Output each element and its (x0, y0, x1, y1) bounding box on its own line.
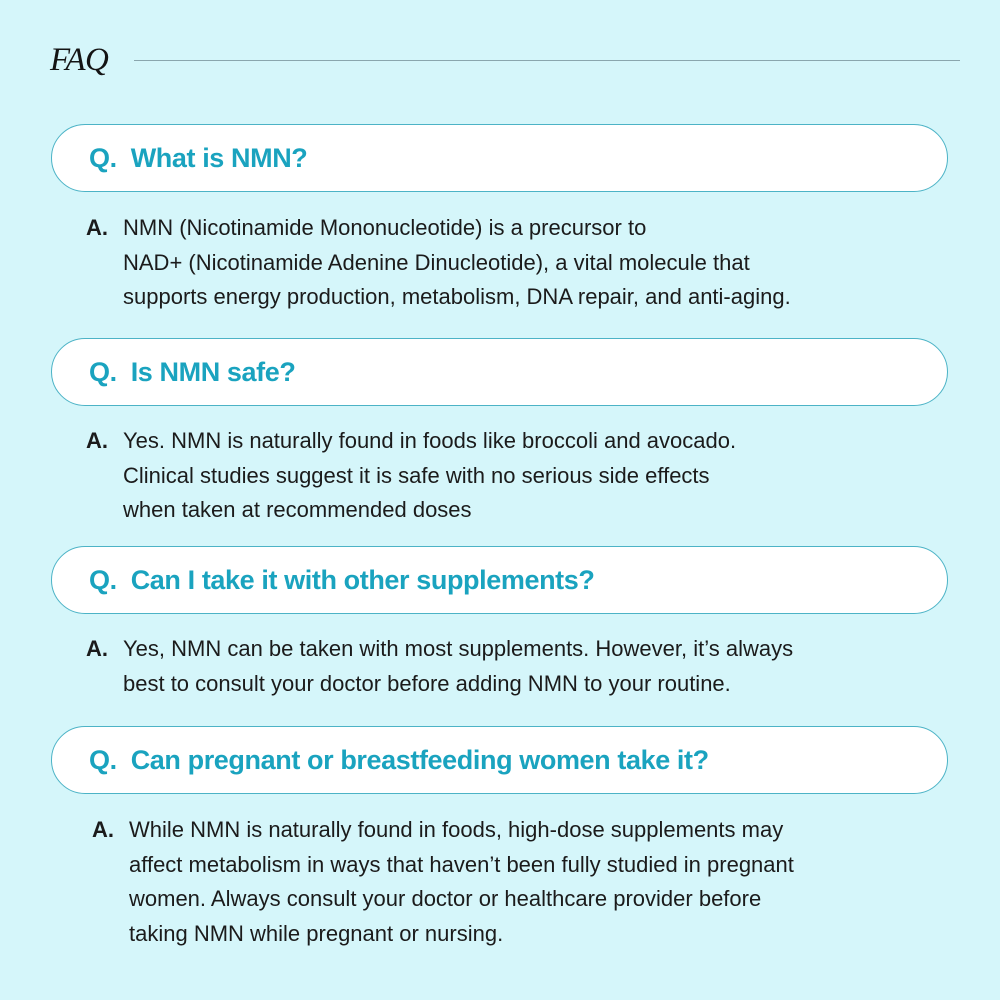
answer-line: NMN (Nicotinamide Mononucleotide) is a precursor to (123, 215, 647, 240)
faq-question-2[interactable] (51, 338, 948, 406)
faq-question-3[interactable] (51, 546, 948, 614)
question-marker: Q. (89, 744, 117, 775)
question-text: Is NMN safe? (130, 356, 296, 387)
answer-line: taking NMN while pregnant or nursing. (129, 920, 504, 946)
question-marker: Q. (89, 564, 117, 595)
answer-marker: A. (86, 636, 108, 661)
faq-question-4[interactable] (51, 726, 948, 794)
answer-marker: A. (92, 817, 114, 842)
answer-marker: A. (86, 428, 108, 453)
answer-line: Yes, NMN can be taken with most supplements. However, it’s always (123, 636, 794, 661)
question-marker: Q. (89, 356, 117, 387)
faq-answer-4 (92, 813, 794, 951)
question-marker: Q. (89, 142, 117, 173)
answer-line: affect metabolism in ways that haven’t been fully studied in pregnant (129, 851, 794, 877)
question-text: Can pregnant or breastfeeding women take it? (130, 744, 709, 775)
question-text: Can I take it with other supplements? (130, 564, 595, 595)
faq-question-1[interactable] (51, 124, 948, 192)
answer-line: Yes. NMN is naturally found in foods like broccoli and avocado. (123, 428, 737, 453)
faq-title: FAQ (50, 42, 109, 78)
question-text: What is NMN? (130, 142, 308, 173)
title-divider (134, 60, 960, 61)
answer-line: women. Always consult your doctor or healthcare provider before (129, 886, 762, 911)
answer-line: best to consult your doctor before adding NMN to your routine. (123, 670, 731, 696)
faq-answer-3 (86, 632, 793, 701)
faq-answer-1 (86, 211, 791, 315)
answer-line: NAD+ (Nicotinamide Adenine Dinucleotide), a vital molecule that (123, 249, 750, 275)
answer-line: when taken at recommended doses (123, 497, 472, 522)
faq-answer-2 (86, 424, 736, 528)
answer-line: supports energy production, metabolism, DNA repair, and anti-aging. (123, 284, 791, 309)
answer-marker: A. (86, 215, 108, 240)
answer-line: Clinical studies suggest it is safe with no serious side effects (123, 462, 710, 488)
answer-line: While NMN is naturally found in foods, high-dose supplements may (129, 817, 784, 842)
